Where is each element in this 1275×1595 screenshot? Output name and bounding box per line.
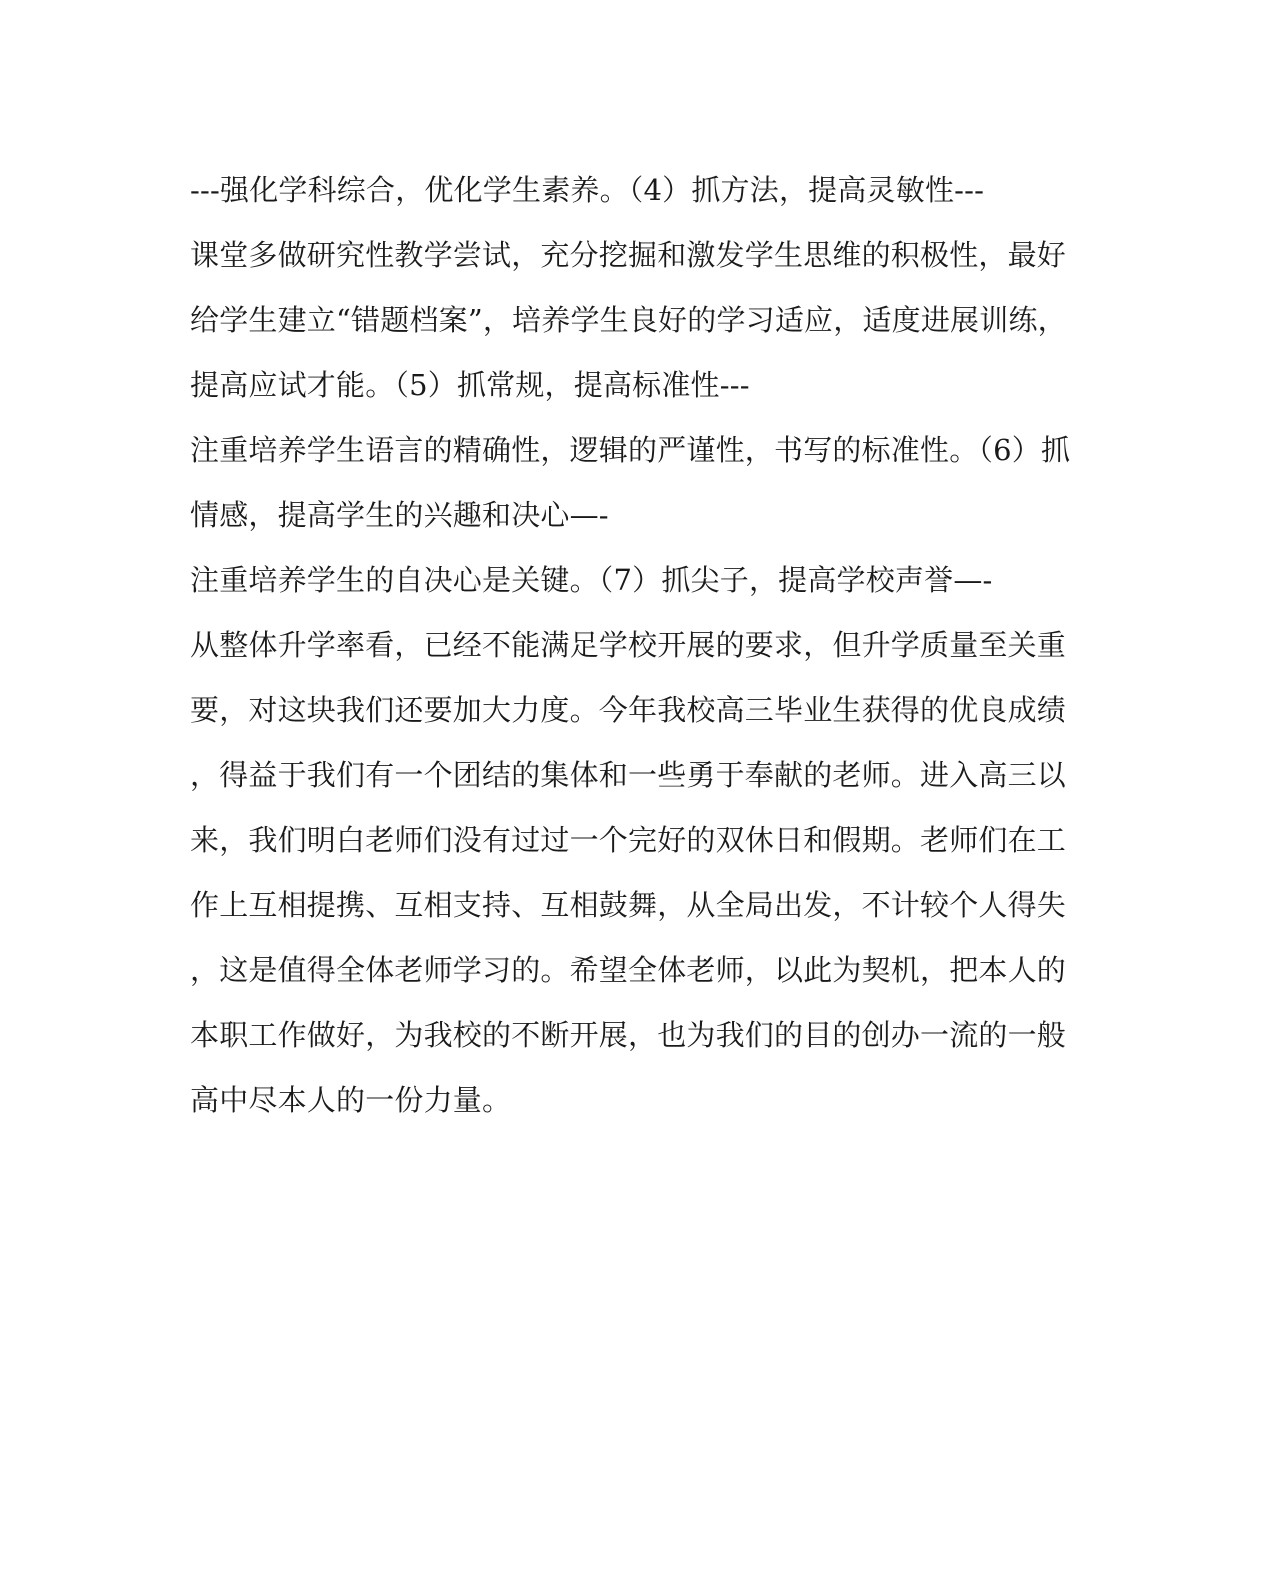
text-line-7: 注重培养学生的自决心是关键。（7）抓尖子，提高学校声誉—- (190, 563, 993, 597)
text-line-14: 本职工作做好，为我校的不断开展，也为我们的目的创办一流的一般 (190, 1018, 1067, 1052)
text-line-5: 注重培养学生语言的精确性，逻辑的严谨性，书写的标准性。（6）抓 (190, 433, 1071, 467)
text-line-8: 从整体升学率看，已经不能满足学校开展的要求，但升学质量至关重 (190, 628, 1067, 662)
text-line-2: 课堂多做研究性教学尝试，充分挖掘和激发学生思维的积极性，最好 (190, 238, 1067, 272)
text-line-10: ，得益于我们有一个团结的集体和一些勇于奉献的老师。进入高三以 (190, 758, 1067, 792)
body-text (190, 166, 1090, 1141)
text-line-9: 要，对这块我们还要加大力度。今年我校高三毕业生获得的优良成绩 (190, 693, 1067, 727)
text-line-6: 情感，提高学生的兴趣和决心—- (190, 498, 609, 532)
text-line-11: 来，我们明白老师们没有过过一个完好的双休日和假期。老师们在工 (190, 823, 1067, 857)
text-line-4: 提高应试才能。（5）抓常规，提高标准性--- (190, 368, 750, 402)
text-line-12: 作上互相提携、互相支持、互相鼓舞，从全局出发，不计较个人得失 (190, 888, 1067, 922)
text-line-1: ---强化学科综合，优化学生素养。（4）抓方法，提高灵敏性--- (190, 173, 985, 207)
text-line-13: ，这是值得全体老师学习的。希望全体老师，以此为契机，把本人的 (190, 953, 1067, 987)
text-line-15: 高中尽本人的一份力量。 (190, 1083, 512, 1117)
text-line-3: 给学生建立“错题档案”，培养学生良好的学习适应，适度进展训练， (190, 303, 1067, 337)
